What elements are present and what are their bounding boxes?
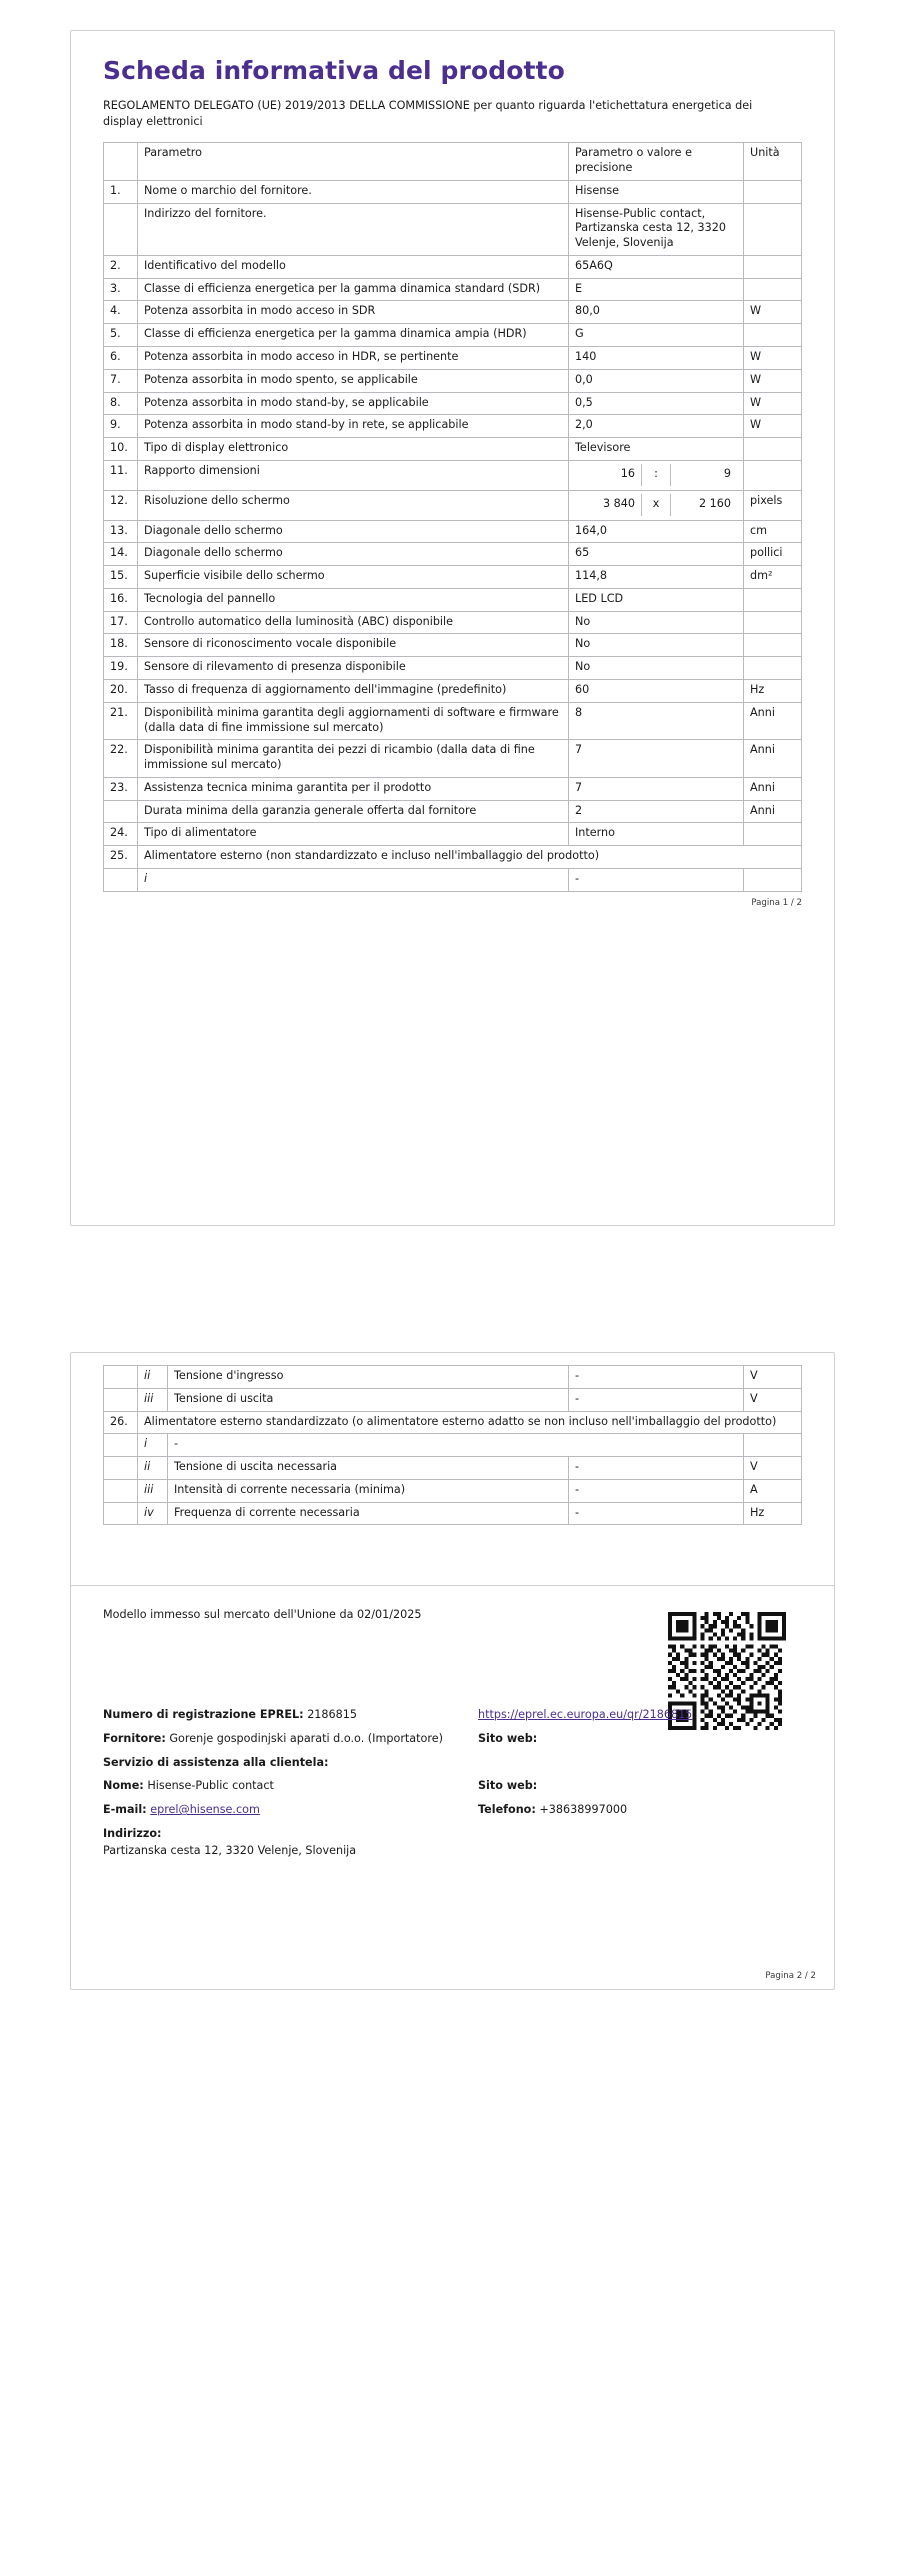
contact-email-block xyxy=(103,1802,478,1819)
subrow-roman: iii xyxy=(138,1479,168,1502)
supplier-website-block xyxy=(478,1731,802,1748)
table-row xyxy=(104,634,802,657)
row-number: 9. xyxy=(104,415,138,438)
registration-value: 2186815 xyxy=(307,1708,358,1721)
subrow-number xyxy=(104,1366,138,1389)
table-row xyxy=(104,438,802,461)
subrow-number xyxy=(104,1502,138,1525)
supplier-website-label: Sito web: xyxy=(478,1731,538,1745)
table-row-standard-psu xyxy=(104,1411,802,1434)
contact-email-row xyxy=(103,1802,802,1819)
subrow-number xyxy=(104,1388,138,1411)
row-number: 25. xyxy=(104,846,138,869)
subrow-number xyxy=(104,869,138,892)
row-value: No xyxy=(569,611,744,634)
contact-name-label: Nome: xyxy=(103,1779,144,1793)
table-row xyxy=(104,657,802,680)
row-value: G xyxy=(569,324,744,347)
row-value: Interno xyxy=(569,823,744,846)
row-unit xyxy=(744,634,802,657)
row-number xyxy=(104,203,138,255)
subrow-unit: Hz xyxy=(744,1502,802,1525)
subrow-roman: ii xyxy=(138,1366,168,1389)
row-unit xyxy=(744,657,802,680)
row-value: 80,0 xyxy=(569,301,744,324)
contact-email-value[interactable]: eprel@hisense.com xyxy=(150,1803,260,1817)
table-row xyxy=(104,415,802,438)
contact-name-block xyxy=(103,1778,478,1795)
row-number: 17. xyxy=(104,611,138,634)
contact-name-value: Hisense-Public contact xyxy=(147,1779,274,1793)
table-row xyxy=(104,611,802,634)
row-number: 16. xyxy=(104,588,138,611)
table-row xyxy=(104,566,802,589)
row-unit xyxy=(744,611,802,634)
registration-row xyxy=(103,1707,802,1724)
row-number: 23. xyxy=(104,777,138,800)
page-footer-2: Pagina 2 / 2 xyxy=(765,1971,816,1981)
table-subrow xyxy=(104,1502,802,1525)
page-title: Scheda informativa del prodotto xyxy=(103,56,565,85)
table-subrow xyxy=(104,1366,802,1389)
row-value: 7 xyxy=(569,740,744,778)
row-parameter: Alimentatore esterno standardizzato (o alimentatore esterno adatto se non incluso nell'imballaggio del prodotto) xyxy=(138,1411,802,1434)
contact-phone-label: Telefono: xyxy=(478,1803,536,1817)
row-value: 0,0 xyxy=(569,369,744,392)
row-value: No xyxy=(569,634,744,657)
product-information-sheet xyxy=(70,30,835,1226)
subrow-roman: i xyxy=(138,1434,168,1457)
row-parameter: Superficie visibile dello schermo xyxy=(138,566,569,589)
row-value: 7 xyxy=(569,777,744,800)
eprel-qr-link[interactable]: https://eprel.ec.europa.eu/qr/2186815 xyxy=(478,1708,693,1721)
row-parameter: Disponibilità minima garantita dei pezzi di ricambio (dalla data di fine immissione sul mercato) xyxy=(138,740,569,778)
row-unit: Hz xyxy=(744,679,802,702)
row-number: 11. xyxy=(104,460,138,490)
subrow-number xyxy=(104,1479,138,1502)
table-row xyxy=(104,702,802,740)
table-row xyxy=(104,203,802,255)
table-row xyxy=(104,588,802,611)
table-row xyxy=(104,777,802,800)
row-value: No xyxy=(569,657,744,680)
row-parameter: Classe di efficienza energetica per la gamma dinamica standard (SDR) xyxy=(138,278,569,301)
row-parameter: Diagonale dello schermo xyxy=(138,543,569,566)
row-number: 2. xyxy=(104,255,138,278)
contact-address-block xyxy=(103,1826,802,1860)
row-number: 10. xyxy=(104,438,138,461)
row-parameter: Identificativo del modello xyxy=(138,255,569,278)
row-unit xyxy=(744,823,802,846)
table-row-aspect-ratio xyxy=(104,460,802,490)
row-unit: Anni xyxy=(744,800,802,823)
contact-phone-value: +38638997000 xyxy=(539,1803,628,1817)
contact-website-label: Sito web: xyxy=(478,1779,538,1793)
row-parameter: Assistenza tecnica minima garantita per il prodotto xyxy=(138,777,569,800)
subrow-value: - xyxy=(569,1366,744,1389)
contact-website-block xyxy=(478,1778,802,1795)
subrow-unit xyxy=(744,869,802,892)
subrow-roman: i xyxy=(138,869,569,892)
row-unit: pollici xyxy=(744,543,802,566)
row-number: 3. xyxy=(104,278,138,301)
row-number: 18. xyxy=(104,634,138,657)
supplier-row xyxy=(103,1731,802,1748)
row-value: Hisense-Public contact, Partizanska cesta 12, 3320 Velenje, Slovenija xyxy=(569,203,744,255)
registration-block xyxy=(103,1707,478,1724)
eprel-contact-sheet xyxy=(70,1585,835,1990)
contact-email-label: E-mail: xyxy=(103,1803,147,1817)
aspect-separator: : xyxy=(641,464,671,486)
row-number: 1. xyxy=(104,180,138,203)
row-number: 4. xyxy=(104,301,138,324)
row-number: 7. xyxy=(104,369,138,392)
table-subrow xyxy=(104,1457,802,1480)
row-unit: Anni xyxy=(744,740,802,778)
row-value: 114,8 xyxy=(569,566,744,589)
customer-service-row xyxy=(103,1755,802,1772)
row-parameter: Diagonale dello schermo xyxy=(138,520,569,543)
table-row xyxy=(104,324,802,347)
row-unit xyxy=(744,460,802,490)
subrow-value: - xyxy=(569,1479,744,1502)
subrow-parameter: Intensità di corrente necessaria (minima) xyxy=(168,1479,569,1502)
row-number: 24. xyxy=(104,823,138,846)
row-parameter: Tipo di display elettronico xyxy=(138,438,569,461)
customer-service-label: Servizio di assistenza alla clientela: xyxy=(103,1755,329,1769)
subrow-unit: V xyxy=(744,1366,802,1389)
subrow-value: - xyxy=(569,1502,744,1525)
row-unit: W xyxy=(744,301,802,324)
row-number: 19. xyxy=(104,657,138,680)
resolution-height: 2 160 xyxy=(698,496,731,510)
row-parameter: Sensore di rilevamento di presenza disponibile xyxy=(138,657,569,680)
table-row xyxy=(104,255,802,278)
table-row xyxy=(104,800,802,823)
row-value: 65 xyxy=(569,543,744,566)
subrow-parameter: - xyxy=(569,869,744,892)
row-parameter: Controllo automatico della luminosità (ABC) disponibile xyxy=(138,611,569,634)
specification-table-continued xyxy=(103,1365,802,1525)
row-unit: dm² xyxy=(744,566,802,589)
row-number: 21. xyxy=(104,702,138,740)
contact-name-row xyxy=(103,1778,802,1795)
row-number: 15. xyxy=(104,566,138,589)
table-row xyxy=(104,180,802,203)
row-parameter: Durata minima della garanzia generale offerta dal fornitore xyxy=(138,800,569,823)
row-parameter: Tipo di alimentatore xyxy=(138,823,569,846)
product-information-sheet-continued xyxy=(70,1352,835,1590)
row-value: 140 xyxy=(569,347,744,370)
subrow-parameter: - xyxy=(168,1434,744,1457)
row-parameter: Potenza assorbita in modo stand-by, se applicabile xyxy=(138,392,569,415)
row-value: Televisore xyxy=(569,438,744,461)
table-header-row xyxy=(104,143,802,181)
table-row-external-psu xyxy=(104,846,802,869)
row-number: 14. xyxy=(104,543,138,566)
subrow-roman: iv xyxy=(138,1502,168,1525)
subrow-unit: V xyxy=(744,1388,802,1411)
registration-label: Numero di registrazione EPREL: xyxy=(103,1708,304,1721)
table-row-resolution xyxy=(104,490,802,520)
row-unit xyxy=(744,255,802,278)
row-parameter: Risoluzione dello schermo xyxy=(138,490,569,520)
row-parameter: Potenza assorbita in modo acceso in HDR, se pertinente xyxy=(138,347,569,370)
contact-address-value: Partizanska cesta 12, 3320 Velenje, Slovenija xyxy=(103,1843,357,1857)
row-value: 8 xyxy=(569,702,744,740)
row-number: 22. xyxy=(104,740,138,778)
table-row xyxy=(104,392,802,415)
row-unit: W xyxy=(744,392,802,415)
subrow-parameter: Tensione d'ingresso xyxy=(168,1366,569,1389)
table-subrow xyxy=(104,1388,802,1411)
subrow-number xyxy=(104,1457,138,1480)
row-value: 164,0 xyxy=(569,520,744,543)
row-unit: pixels xyxy=(744,490,802,520)
table-subrow xyxy=(104,869,802,892)
row-value: 2 xyxy=(569,800,744,823)
subrow-number xyxy=(104,1434,138,1457)
header-value: Parametro o valore e precisione xyxy=(569,143,744,181)
row-parameter: Potenza assorbita in modo acceso in SDR xyxy=(138,301,569,324)
resolution-width: 3 840 xyxy=(602,496,635,510)
table-row xyxy=(104,520,802,543)
row-number: 5. xyxy=(104,324,138,347)
row-value: E xyxy=(569,278,744,301)
row-number: 8. xyxy=(104,392,138,415)
row-parameter: Rapporto dimensioni xyxy=(138,460,569,490)
row-unit xyxy=(744,438,802,461)
row-number: 26. xyxy=(104,1411,138,1434)
table-subrow xyxy=(104,1479,802,1502)
supplier-block xyxy=(103,1731,478,1748)
customer-service-block xyxy=(103,1755,478,1772)
table-row xyxy=(104,278,802,301)
row-number: 20. xyxy=(104,679,138,702)
contact-address-label: Indirizzo: xyxy=(103,1826,162,1840)
row-unit: Anni xyxy=(744,777,802,800)
row-value xyxy=(569,460,744,490)
contact-phone-block xyxy=(478,1802,802,1819)
table-row xyxy=(104,301,802,324)
row-number: 12. xyxy=(104,490,138,520)
row-number: 13. xyxy=(104,520,138,543)
row-number xyxy=(104,800,138,823)
table-row xyxy=(104,740,802,778)
resolution-separator: x xyxy=(641,494,671,516)
subrow-roman: iii xyxy=(138,1388,168,1411)
row-unit: W xyxy=(744,347,802,370)
subrow-unit: A xyxy=(744,1479,802,1502)
page-footer-1: Pagina 1 / 2 xyxy=(751,897,802,908)
supplier-label: Fornitore: xyxy=(103,1731,166,1745)
subrow-unit: V xyxy=(744,1457,802,1480)
row-parameter: Indirizzo del fornitore. xyxy=(138,203,569,255)
subrow-parameter: Tensione di uscita necessaria xyxy=(168,1457,569,1480)
row-parameter: Tasso di frequenza di aggiornamento dell'immagine (predefinito) xyxy=(138,679,569,702)
row-unit: W xyxy=(744,415,802,438)
row-number: 6. xyxy=(104,347,138,370)
market-date-text: Modello immesso sul mercato dell'Unione da 02/01/2025 xyxy=(103,1608,422,1621)
row-value: 0,5 xyxy=(569,392,744,415)
row-value xyxy=(569,490,744,520)
header-parameter: Parametro xyxy=(138,143,569,181)
subrow-parameter: Frequenza di corrente necessaria xyxy=(168,1502,569,1525)
table-row xyxy=(104,347,802,370)
subrow-unit xyxy=(744,1434,802,1457)
row-unit: cm xyxy=(744,520,802,543)
row-value: LED LCD xyxy=(569,588,744,611)
row-unit xyxy=(744,324,802,347)
subrow-value: - xyxy=(569,1388,744,1411)
row-unit xyxy=(744,180,802,203)
specification-table xyxy=(103,142,802,892)
row-value: 65A6Q xyxy=(569,255,744,278)
table-subrow xyxy=(104,1434,802,1457)
row-unit: W xyxy=(744,369,802,392)
table-row xyxy=(104,679,802,702)
row-parameter: Tecnologia del pannello xyxy=(138,588,569,611)
table-row xyxy=(104,823,802,846)
subrow-parameter: Tensione di uscita xyxy=(168,1388,569,1411)
row-value: Hisense xyxy=(569,180,744,203)
row-unit: Anni xyxy=(744,702,802,740)
row-unit xyxy=(744,588,802,611)
row-parameter: Potenza assorbita in modo spento, se applicabile xyxy=(138,369,569,392)
regulation-subtitle: REGOLAMENTO DELEGATO (UE) 2019/2013 DELLA COMMISSIONE per quanto riguarda l'etichettatura energetica dei display elettronici xyxy=(103,98,753,128)
row-parameter: Classe di efficienza energetica per la gamma dinamica ampia (HDR) xyxy=(138,324,569,347)
row-parameter: Disponibilità minima garantita degli aggiornamenti di software e firmware (dalla data di fine immissione sul mercato) xyxy=(138,702,569,740)
row-parameter: Nome o marchio del fornitore. xyxy=(138,180,569,203)
subrow-roman: ii xyxy=(138,1457,168,1480)
supplier-value: Gorenje gospodinjski aparati d.o.o. (Importatore) xyxy=(169,1731,443,1745)
qr-url-block xyxy=(478,1707,802,1724)
header-unit: Unità xyxy=(744,143,802,181)
row-parameter: Sensore di riconoscimento vocale disponibile xyxy=(138,634,569,657)
table-row xyxy=(104,369,802,392)
row-unit xyxy=(744,203,802,255)
header-number xyxy=(104,143,138,181)
aspect-height: 9 xyxy=(723,466,731,480)
row-unit xyxy=(744,278,802,301)
table-row xyxy=(104,543,802,566)
eprel-info-grid xyxy=(103,1707,802,1860)
aspect-width: 16 xyxy=(620,466,635,480)
row-parameter: Alimentatore esterno (non standardizzato e incluso nell'imballaggio del prodotto) xyxy=(138,846,802,869)
row-parameter: Potenza assorbita in modo stand-by in rete, se applicabile xyxy=(138,415,569,438)
row-value: 2,0 xyxy=(569,415,744,438)
subrow-value: - xyxy=(569,1457,744,1480)
row-value: 60 xyxy=(569,679,744,702)
